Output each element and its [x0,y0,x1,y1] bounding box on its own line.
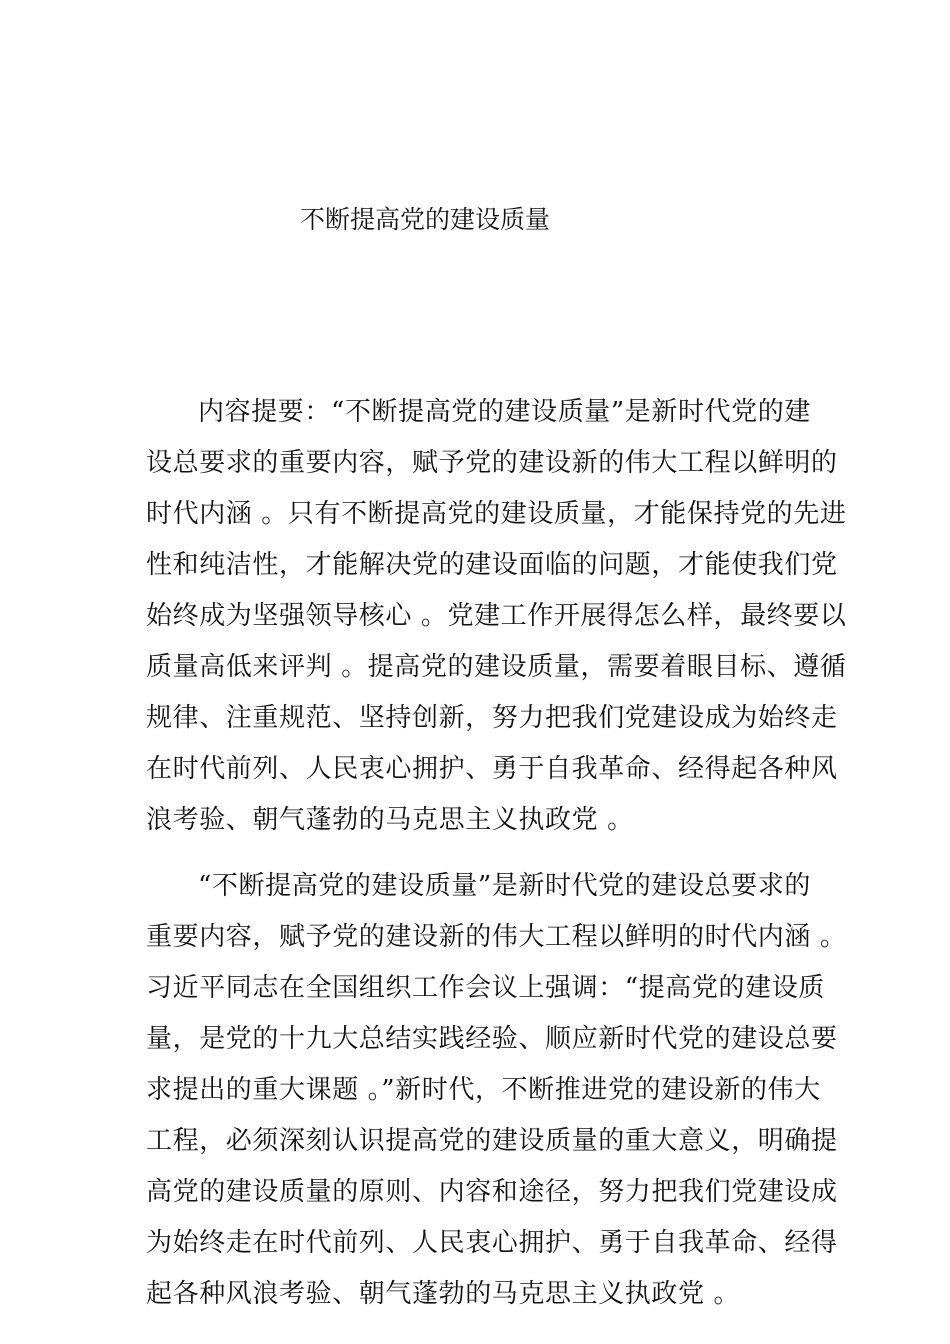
paragraph-2-line-9: 起各种风浪考验、朝气蓬勃的马克思主义执政党 。 [146,1279,741,1309]
paragraph-2-line-6: 工程，必须深刻认识提高党的建设质量的重大意义，明确提 [146,1126,838,1156]
paragraph-2-line-8: 为始终走在时代前列、人民衷心拥护、勇于自我革命、经得 [146,1228,838,1258]
paragraph-2-line-5: 求提出的重大课题 。”新时代，不断推进党的建设新的伟大 [146,1075,821,1105]
paragraph-1-line-1: 内容提要：“不断提高党的建设质量”是新时代党的建 [198,397,811,427]
paragraph-2-line-4: 量，是党的十九大总结实践经验、顺应新时代党的建设总要 [146,1024,838,1054]
paragraph-2-line-3: 习近平同志在全国组织工作会议上强调：“提高党的建设质 [146,973,825,1003]
paragraph-1-line-7: 规律、注重规范、坚持创新，努力把我们党建设成为始终走 [146,703,838,733]
paragraph-1-line-2: 设总要求的重要内容，赋予党的建设新的伟大工程以鲜明的 [146,448,838,478]
paragraph-1-line-3: 时代内涵 。只有不断提高党的建设质量，才能保持党的先进 [146,499,847,529]
paragraph-2-line-7: 高党的建设质量的原则、内容和途径，努力把我们党建设成 [146,1177,838,1207]
document-title: 不断提高党的建设质量 [300,205,551,234]
paragraph-1-line-8: 在时代前列、人民衷心拥护、勇于自我革命、经得起各种风 [146,754,838,784]
paragraph-1-line-9: 浪考验、朝气蓬勃的马克思主义执政党 。 [146,805,634,835]
paragraph-2-line-1: “不断提高党的建设质量”是新时代党的建设总要求的 [198,871,811,901]
paragraph-1-line-5: 始终成为坚强领导核心 。党建工作开展得怎么样，最终要以 [146,601,847,631]
paragraph-1-line-6: 质量高低来评判 。提高党的建设质量，需要着眼目标、遵循 [146,652,847,682]
paragraph-1-line-4: 性和纯洁性，才能解决党的建设面临的问题，才能使我们党 [146,550,838,580]
paragraph-2-line-2: 重要内容，赋予党的建设新的伟大工程以鲜明的时代内涵 。 [146,922,847,952]
